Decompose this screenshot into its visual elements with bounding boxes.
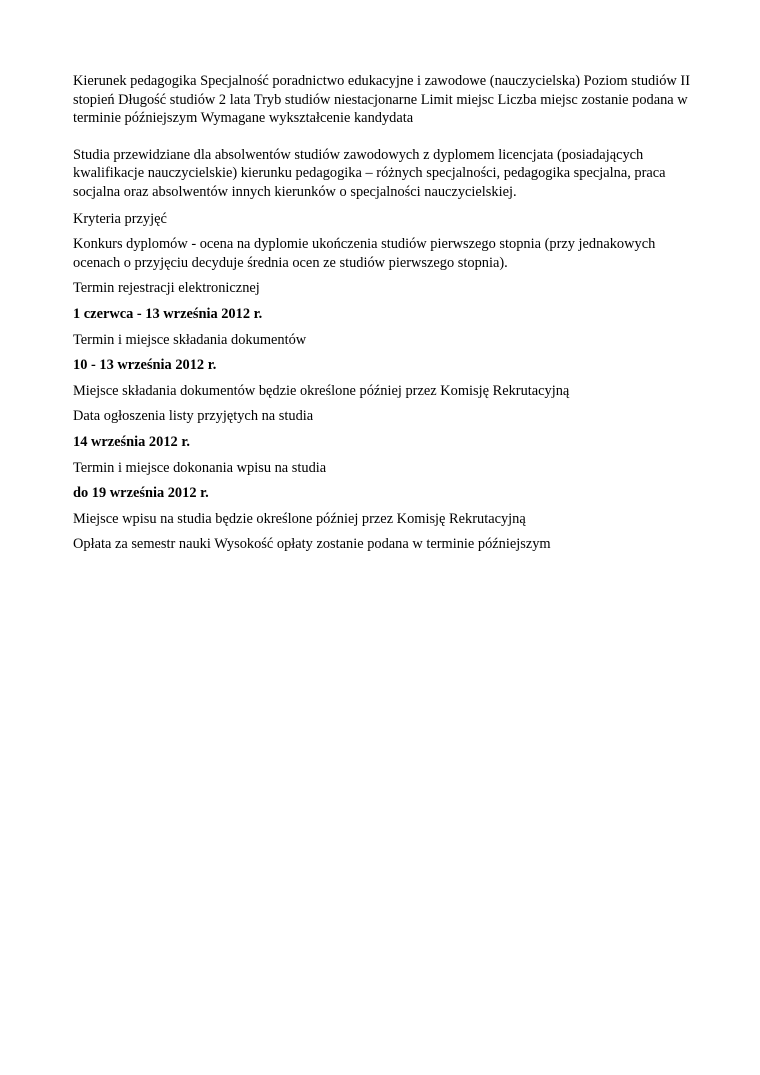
list-heading: Data ogłoszenia listy przyjętych na studia	[73, 408, 314, 425]
document-page	[73, 72, 693, 561]
criteria-paragraph: Konkurs dyplomów - ocena na dyplomie ukończenia studiów pierwszego stopnia (przy jednakowych ocenach o przyjęciu decyduje średnia ocen ze studiów pierwszego stopnia).	[73, 236, 656, 271]
documents-place: Miejsce składania dokumentów będzie określone później przez Komisję Rekrutacyjną	[73, 382, 570, 399]
enrollment-place: Miejsce wpisu na studia będzie określone później przez Komisję Rekrutacyjną	[73, 510, 526, 527]
documents-heading: Termin i miejsce składania dokumentów	[73, 331, 307, 348]
description-paragraph: Studia przewidziane dla absolwentów studiów zawodowych z dyplomem licencjata (posiadających kwalifikacje nauczycielskie) kierunku pedagogika – różnych specjalności, pedagogika specjalna, praca socjalna oraz absolwentów innych kierunków o specjalności nauczycielskiej.	[73, 146, 666, 200]
registration-date: 1 czerwca - 13 września 2012 r.	[73, 305, 263, 322]
criteria-heading: Kryteria przyjęć	[73, 210, 167, 227]
list-date: 14 września 2012 r.	[73, 433, 190, 450]
fee-paragraph: Opłata za semestr nauki Wysokość opłaty zostanie podana w terminie późniejszym	[73, 536, 551, 553]
enrollment-date: do 19 września 2012 r.	[73, 485, 209, 502]
enrollment-heading: Termin i miejsce dokonania wpisu na studia	[73, 459, 327, 476]
intro-paragraph: Kierunek pedagogika Specjalność poradnictwo edukacyjne i zawodowe (nauczycielska) Poziom studiów II stopień Długość studiów 2 lata Tryb studiów niestacjonarne Limit miejsc Liczba miejsc zostanie podana w terminie późniejszym Wymagane wykształcenie kandydata	[73, 73, 690, 127]
registration-heading: Termin rejestracji elektronicznej	[73, 280, 260, 297]
documents-date: 10 - 13 września 2012 r.	[73, 357, 217, 374]
